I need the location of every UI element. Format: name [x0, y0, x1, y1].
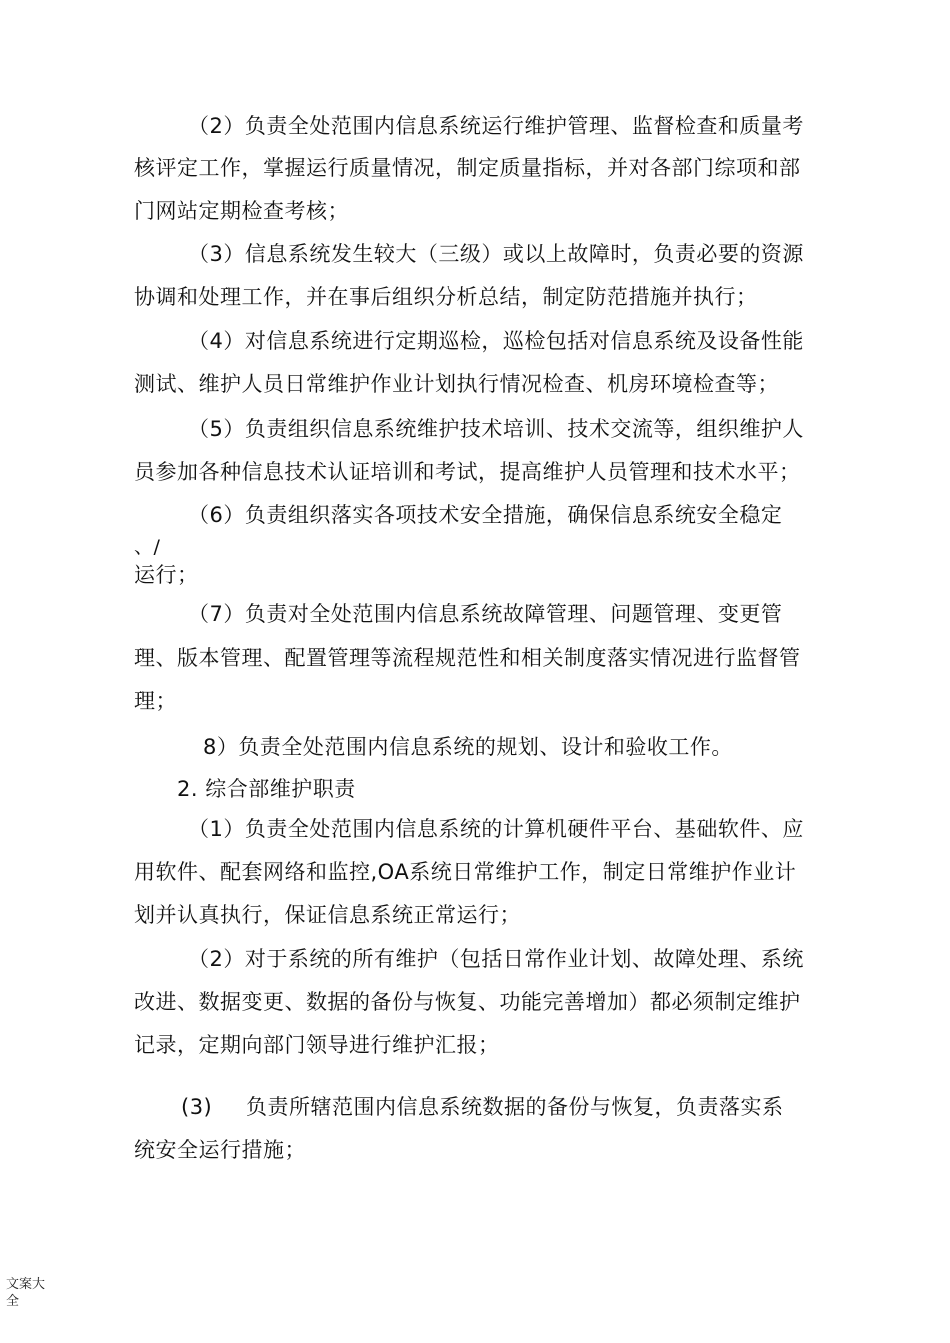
text-line: 用软件、配套网络和监控,OA系统日常维护工作，制定日常维护作业计	[134, 860, 797, 884]
text-line: （5）负责组织信息系统维护技术培训、技术交流等，组织维护人	[188, 417, 804, 441]
section-heading: 2. 综合部维护职责	[177, 777, 356, 801]
text-line: 统安全运行措施；	[134, 1138, 306, 1162]
text-line: 理、版本管理、配置管理等流程规范性和相关制度落实情况进行监督管	[134, 646, 801, 670]
text-line: 记录，定期向部门领导进行维护汇报；	[134, 1033, 500, 1057]
text-line: （2）负责全处范围内信息系统运行维护管理、监督检查和质量考	[188, 114, 804, 138]
text-line: （6）负责组织落实各项技术安全措施，确保信息系统安全稳定	[188, 503, 783, 527]
footer-line: 全	[6, 1294, 20, 1309]
text-line: （1）负责全处范围内信息系统的计算机硬件平台、基础软件、应	[188, 817, 804, 841]
text-line: 员参加各种信息技术认证培训和考试，提高维护人员管理和技术水平；	[134, 460, 801, 484]
footer-line: 文案大	[6, 1277, 46, 1292]
text-line: 、/	[134, 536, 161, 558]
text-line: (3)	[181, 1095, 213, 1119]
text-line: 8）负责全处范围内信息系统的规划、设计和验收工作。	[203, 735, 733, 759]
text-line: 运行；	[134, 563, 199, 587]
text-line: 划并认真执行，保证信息系统正常运行；	[134, 903, 521, 927]
text-line: 理；	[134, 689, 177, 713]
text-line: （2）对于系统的所有维护（包括日常作业计划、故障处理、系统	[188, 947, 804, 971]
text-line: 测试、维护人员日常维护作业计划执行情况检查、机房环境检查等；	[134, 372, 779, 396]
text-line: （4）对信息系统进行定期巡检，巡检包括对信息系统及设备性能	[188, 329, 804, 353]
text-line: 负责所辖范围内信息系统数据的备份与恢复，负责落实系	[246, 1095, 784, 1119]
text-line: （7）负责对全处范围内信息系统故障管理、问题管理、变更管	[188, 602, 783, 626]
text-line: 门网站定期检查考核；	[134, 199, 349, 223]
text-line: （3）信息系统发生较大（三级）或以上故障时，负责必要的资源	[188, 242, 804, 266]
footer-watermark	[6, 1276, 45, 1310]
text-line: 核评定工作，掌握运行质量情况，制定质量指标，并对各部门综项和部	[134, 156, 801, 180]
text-line: 改进、数据变更、数据的备份与恢复、功能完善增加）都必须制定维护	[134, 990, 801, 1014]
text-line: 协调和处理工作，并在事后组织分析总结，制定防范措施并执行；	[134, 285, 758, 309]
